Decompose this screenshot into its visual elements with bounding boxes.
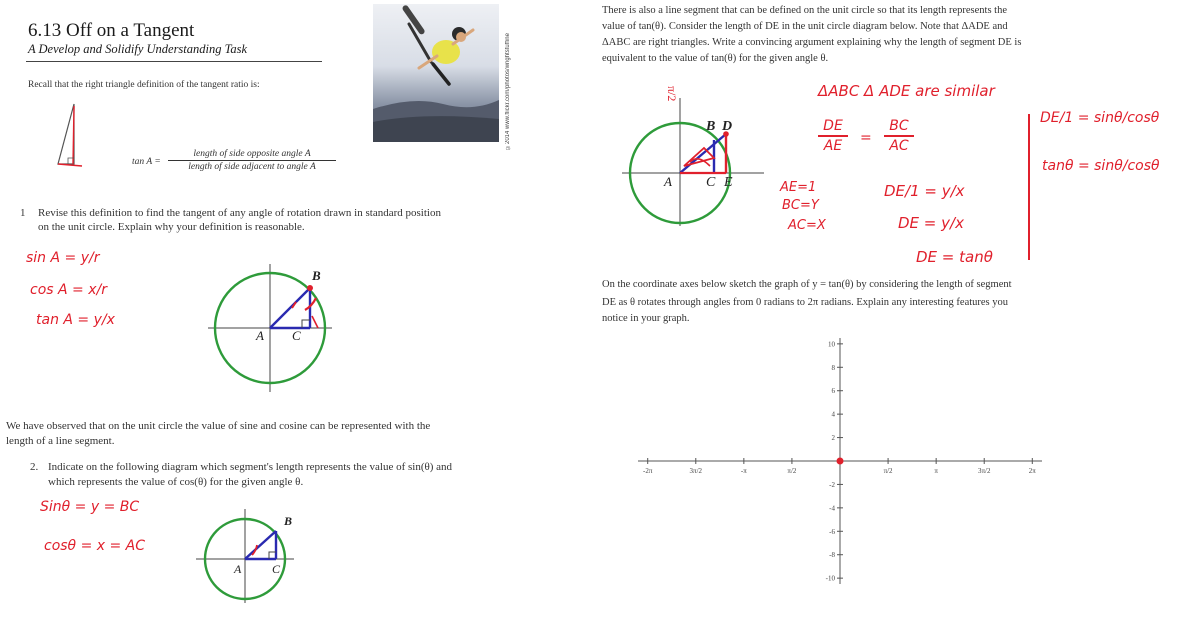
q1-hand-cos: cos A = x/r — [30, 282, 107, 298]
y-tick-label: -10 — [825, 574, 835, 583]
q1-label-b: B — [312, 268, 321, 283]
q3-hand-similar: ΔABC Δ ADE are similar — [818, 82, 995, 100]
q2-hand-cos: cosθ = x = AC — [44, 538, 146, 554]
q3-hand-ratio-left — [818, 118, 848, 154]
tan-label: tan A = — [132, 157, 161, 167]
q4-line1: On the coordinate axes below sketch the graph of y = tan(θ) by considering the length of segment — [602, 279, 1012, 290]
q1-unit-circle-diagram — [200, 258, 340, 398]
q3-label-e: E — [724, 175, 733, 190]
y-tick-label: -2 — [829, 480, 835, 489]
q2-line1: Indicate on the following diagram which segment's length represents the value of sin(θ) and — [48, 461, 453, 473]
q1-number: 1 — [20, 207, 26, 219]
observation-line1: We have observed that on the unit circle the value of sine and cosine can be represented with the — [6, 420, 431, 432]
recall-text: Recall that the right triangle definition of the tangent ratio is: — [28, 80, 260, 90]
x-tick-label: π/2 — [883, 467, 893, 475]
title-divider — [26, 61, 322, 62]
q3-hand-ratio-right — [884, 118, 914, 154]
q3-hand-ae: AE — [823, 137, 843, 154]
q3-line1: There is also a line segment that can be defined on the unit circle so that its length represents the — [602, 5, 1007, 16]
q1-line2: on the unit circle. Explain why your definition is reasonable. — [38, 221, 305, 233]
q3-hand-de-tan: DE = tanθ — [916, 248, 993, 266]
x-tick-label: -2π — [643, 467, 653, 475]
q2-number: 2. — [30, 461, 39, 473]
q3-hand-right-bottom: tanθ = sinθ/cosθ — [1042, 158, 1160, 174]
tan-numerator: length of side opposite angle A — [193, 149, 311, 159]
y-tick-label: 6 — [831, 387, 835, 396]
q1-label-a: A — [256, 328, 264, 343]
q3-hand-bc: BC — [889, 118, 909, 134]
q1-hand-tan: tan A = y/x — [36, 312, 115, 328]
y-tick-label: 4 — [831, 410, 835, 419]
q2-label-a: A — [234, 562, 242, 576]
q3-hand-de-over-1: DE/1 = y/x — [884, 182, 965, 200]
q2-unit-circle-diagram — [190, 505, 300, 605]
y-tick-label: 10 — [828, 340, 835, 349]
x-tick-label: π — [934, 467, 938, 475]
q3-hand-de: DE — [823, 118, 843, 134]
x-tick-label: 2π — [1028, 467, 1036, 475]
q3-line3: ΔABC are right triangles. Write a convincing argument explaining why the length of segment DE is — [602, 37, 1022, 48]
q3-hand-right-top: DE/1 = sinθ/cosθ — [1040, 110, 1160, 126]
x-tick-label: -π — [740, 467, 747, 475]
q3-hand-de-eq: DE = y/x — [898, 214, 964, 232]
q3-line2: value of tan(θ). Consider the length of DE in the unit circle diagram below. Note that ΔADE and — [602, 21, 1008, 32]
q3-hand-divider — [1028, 114, 1030, 260]
q3-unit-circle-diagram — [618, 78, 768, 228]
tan-fraction — [168, 149, 336, 172]
q4-line2: DE as θ rotates through angles from 0 radians to 2π radians. Explain any interesting features you — [602, 297, 1009, 308]
x-tick-label: 3π/2 — [689, 467, 703, 475]
recall-triangle-sketch — [52, 100, 92, 172]
tangent-graph-axes — [620, 330, 1060, 592]
q3-label-a: A — [664, 174, 672, 189]
x-tick-label: π/2 — [787, 467, 797, 475]
q3-hand-bc-value: BC=Y — [782, 198, 819, 213]
q2-hand-sin: Sinθ = y = BC — [40, 499, 140, 515]
q2-label-c: C — [272, 562, 281, 576]
tan-denominator: length of side adjacent to angle A — [188, 162, 316, 172]
q1-label-c: C — [292, 328, 301, 343]
q3-label-b: B — [706, 119, 716, 134]
x-tick-label: 3π/2 — [977, 467, 991, 475]
skateboarder-photo — [373, 4, 499, 142]
q3-pi-half: π/2 — [665, 86, 679, 102]
q4-line3: notice in your graph. — [602, 313, 690, 324]
q3-hand-ac: AC — [889, 137, 909, 154]
q3-hand-ac-value: AC=X — [788, 218, 826, 233]
q2-label-b: B — [284, 514, 293, 528]
data-point — [837, 458, 844, 465]
q1-line1: Revise this definition to find the tangent of any angle of rotation drawn in standard position — [38, 207, 441, 219]
q3-label-d: D — [722, 119, 733, 134]
y-tick-label: -6 — [829, 527, 835, 536]
q3-line4: equivalent to the value of tan(θ) for the given angle θ. — [602, 53, 829, 64]
q3-label-c: C — [706, 175, 716, 190]
task-title: 6.13 Off on a Tangent — [28, 20, 195, 41]
q2-line2: which represents the value of cos(θ) for the given angle θ. — [48, 476, 304, 488]
q1-hand-sin: sin A = y/r — [26, 250, 100, 266]
y-tick-label: 8 — [831, 363, 835, 372]
q3-hand-ae-value: AE=1 — [780, 180, 817, 195]
photo-credit: ©2014 www.flickr.com/photos/wrightstuffine — [505, 33, 511, 150]
y-tick-label: -4 — [829, 504, 835, 513]
y-tick-label: 2 — [831, 434, 835, 443]
task-subtitle: A Develop and Solidify Understanding Task — [28, 42, 248, 56]
observation-line2: length of a line segment. — [6, 435, 115, 447]
y-tick-label: -8 — [829, 551, 835, 560]
